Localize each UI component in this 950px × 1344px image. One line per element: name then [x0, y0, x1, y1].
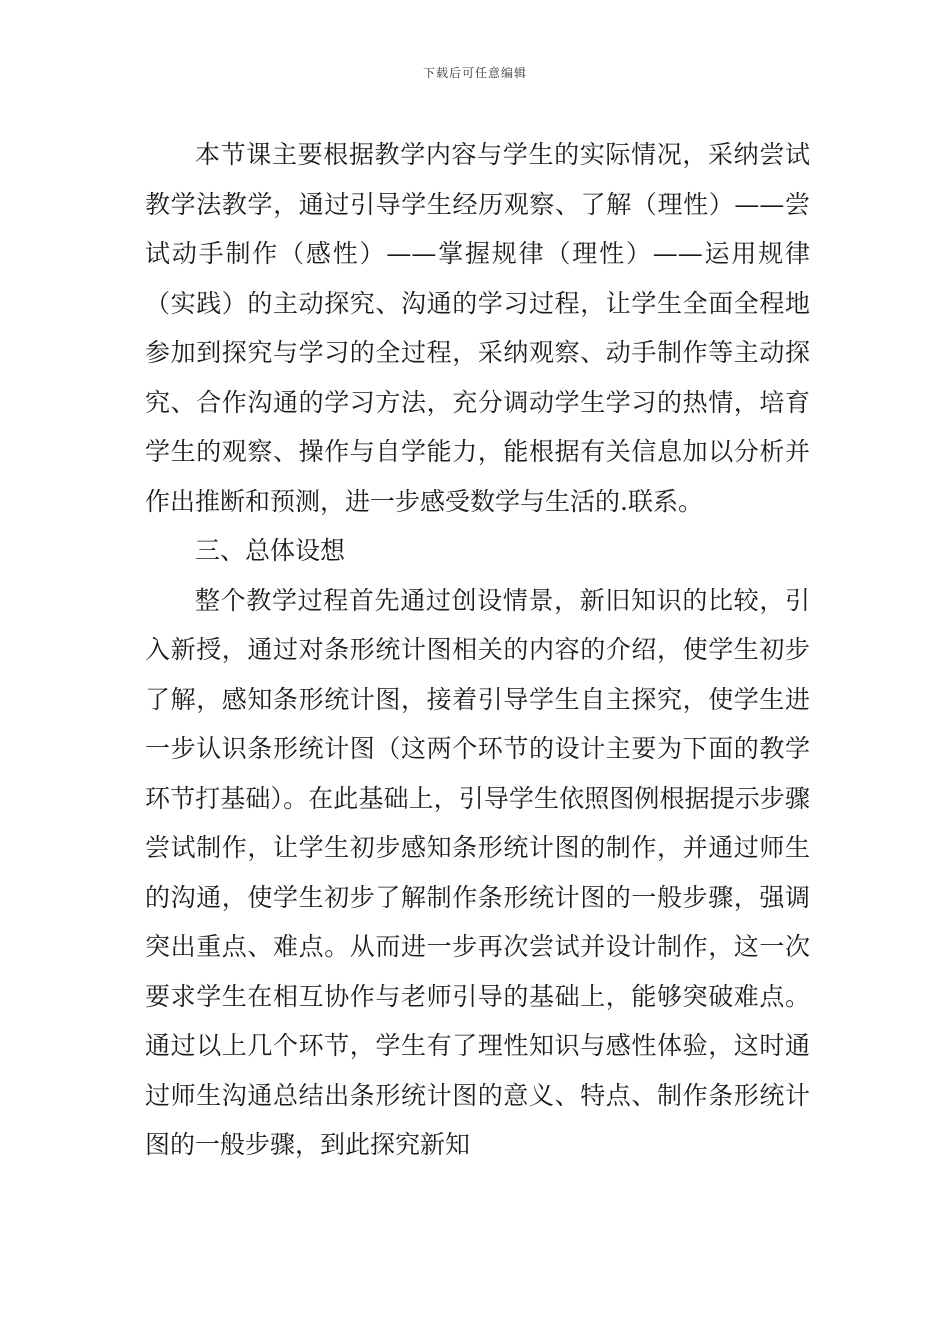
document-body	[145, 130, 810, 1170]
section-heading-overall-plan: 三、总体设想	[195, 536, 346, 565]
page-header-note: 下载后可任意编辑	[422, 66, 527, 80]
paragraph-teaching-process: 整个教学过程首先通过创设情景，新旧知识的比较，引入新授，通过对条形统计图相关的内容的介绍，使学生初步了解，感知条形统计图，接着引导学生自主探究，使学生进一步认识条形统计图（这两个环节的设计主要为下面的教学环节打基础）。在此基础上，引导学生依照图例根据提示步骤尝试制作，让学生初步感知条形统计图的制作，并通过师生的沟通，使学生初步了解制作条形统计图的一般步骤，强调突出重点、难点。从而进一步再次尝试并设计制作，这一次要求学生在相互协作与老师引导的基础上，能够突破难点。通过以上几个环节，学生有了理性知识与感性体验，这时通过师生沟通总结出条形统计图的意义、特点、制作条形统计图的一般步骤，到此探究新知	[145, 585, 810, 1159]
paragraph-teaching-method: 本节课主要根据教学内容与学生的实际情况，采纳尝试教学法教学，通过引导学生经历观察、了解（理性）——尝试动手制作（感性）——掌握规律（理性）——运用规律（实践）的主动探究、沟通的学习过程，让学生全面全程地参加到探究与学习的全过程，采纳观察、动手制作等主动探究、合作沟通的学习方法，充分调动学生学习的热情，培育学生的观察、操作与自学能力，能根据有关信息加以分析并作出推断和预测，进一步感受数学与生活的.联系。	[145, 140, 810, 516]
